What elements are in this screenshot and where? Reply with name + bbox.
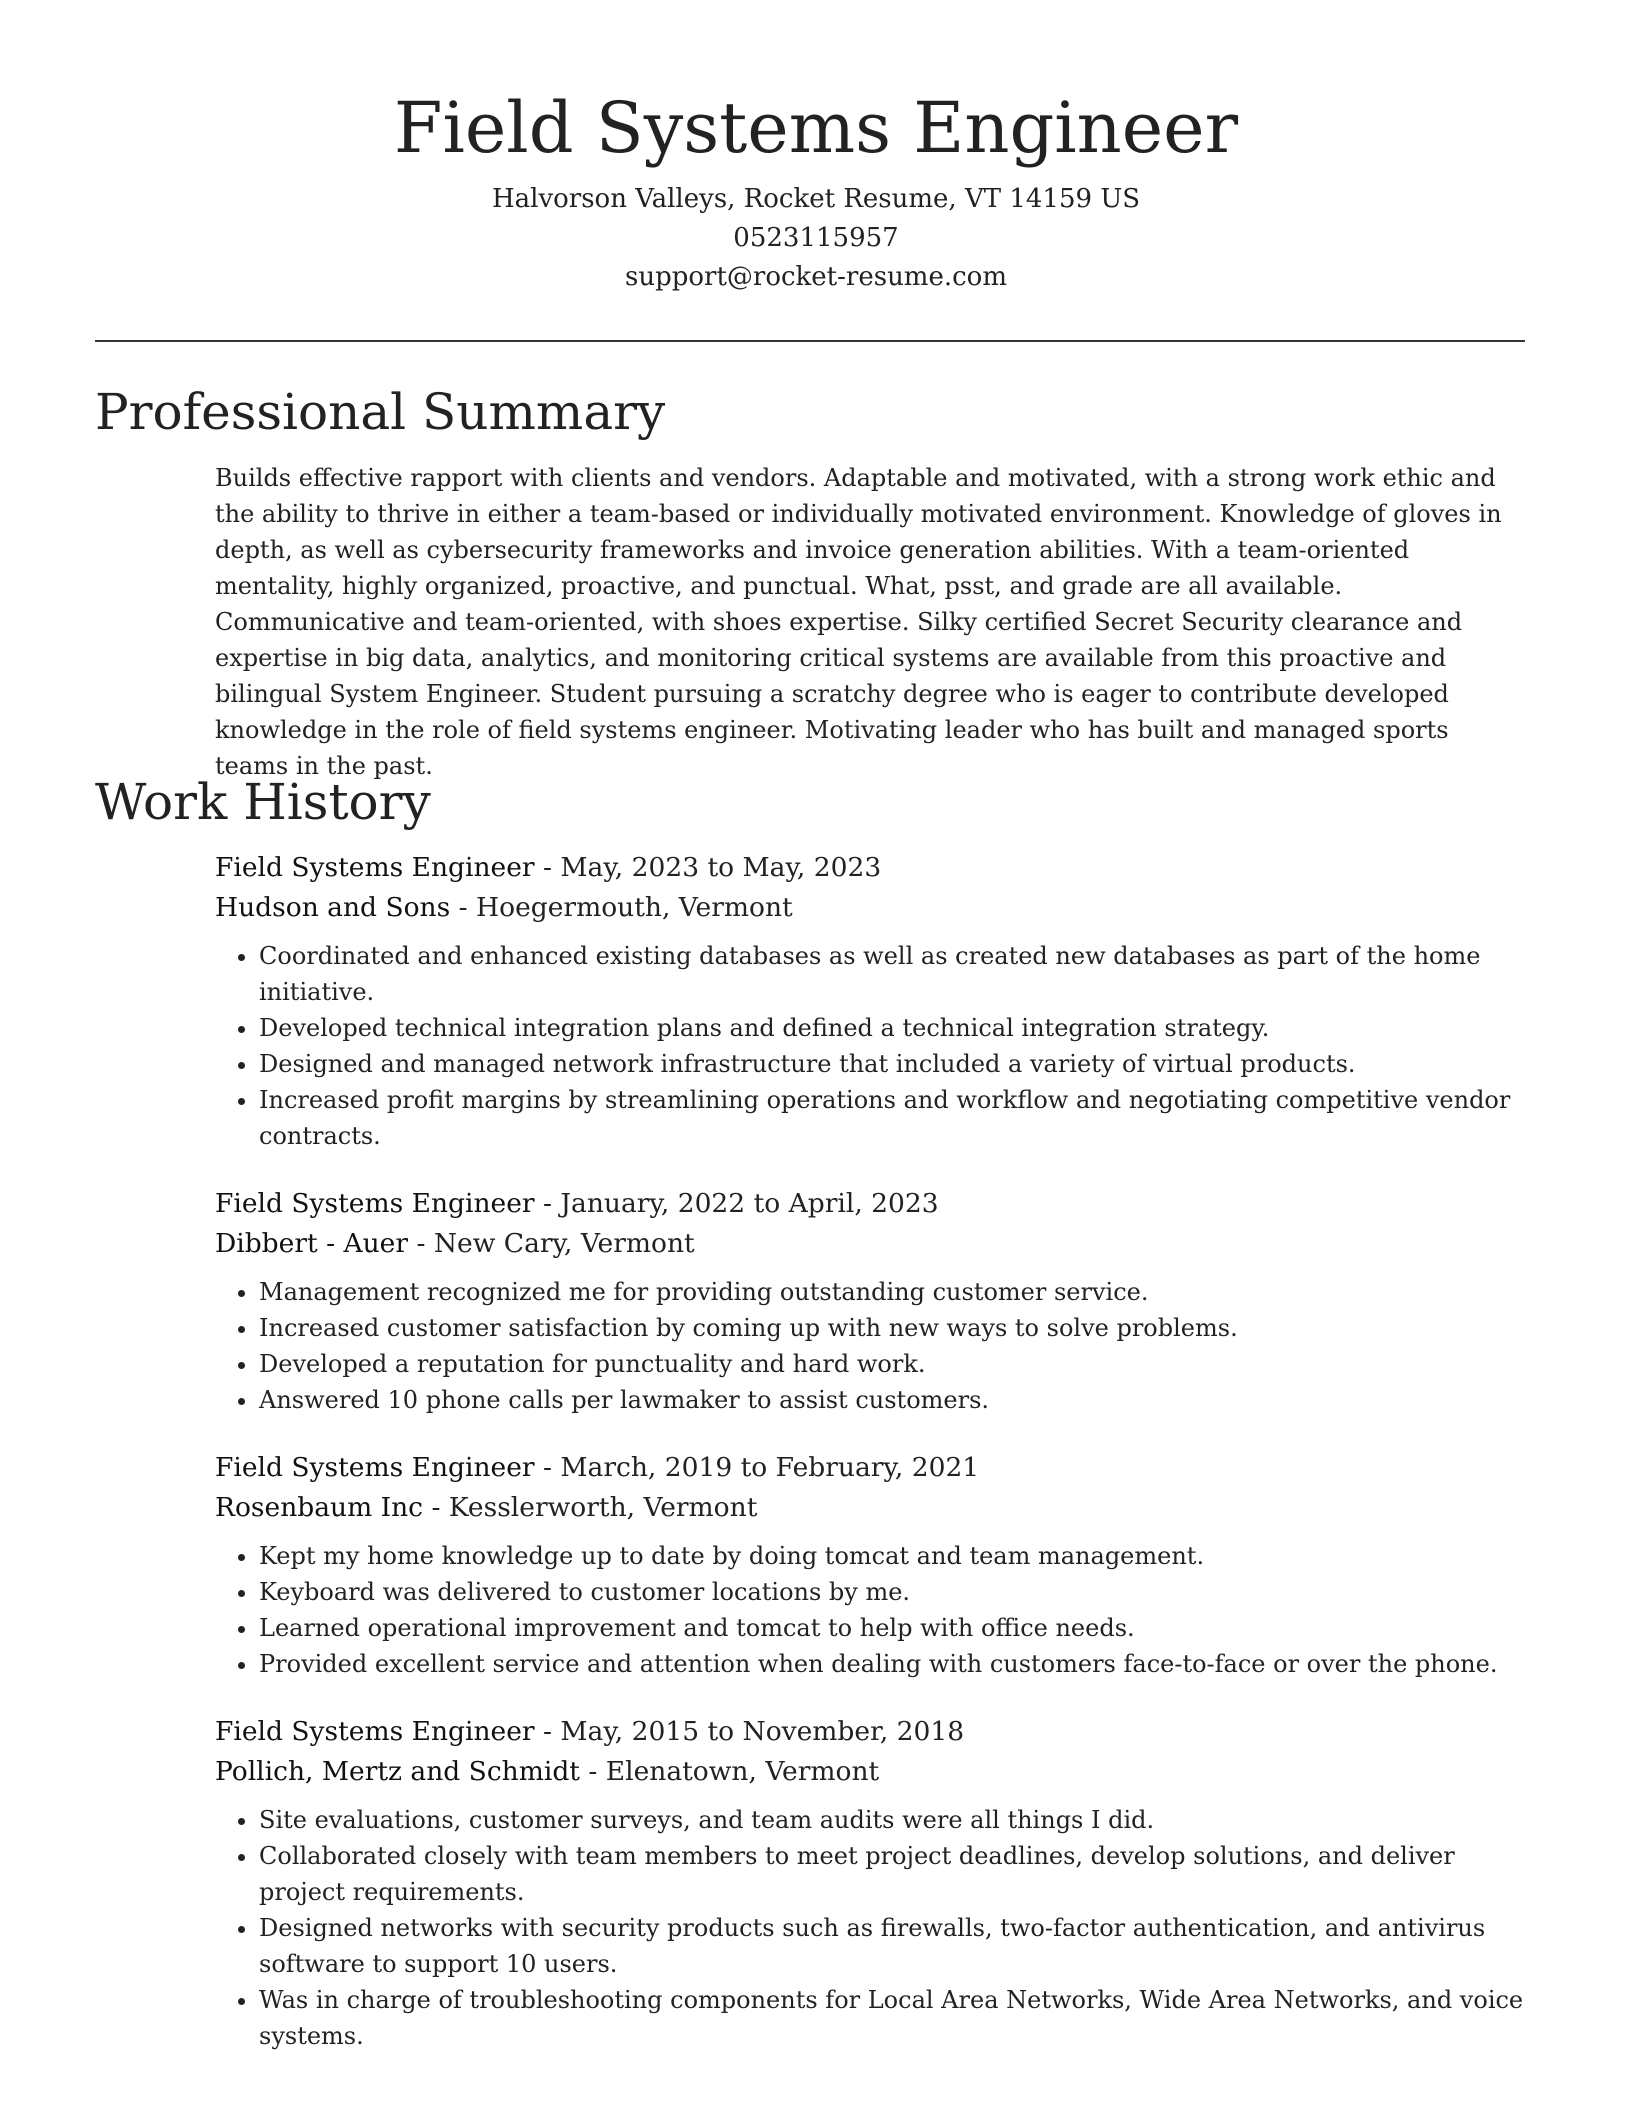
job-title-line: Field Systems Engineer - May, 2015 to November, 2018 xyxy=(215,1716,965,1747)
job-bullet: • Provided excellent service and attention when dealing with customers face-to-face or over the phone. xyxy=(259,1646,1525,1682)
job-bullets xyxy=(215,1538,1525,1682)
resume-header xyxy=(0,80,1632,297)
job-company: Pollich, Mertz and Schmidt xyxy=(215,1756,580,1787)
header-divider xyxy=(95,340,1525,342)
job-bullet: • Learned operational improvement and tomcat to help with office needs. xyxy=(259,1610,1525,1646)
job-bullet: • Developed technical integration plans and defined a technical integration strategy. xyxy=(259,1010,1525,1046)
job-bullet: • Designed and managed network infrastructure that included a variety of virtual products. xyxy=(259,1046,1525,1082)
job-dates: January, 2022 to April, 2023 xyxy=(560,1188,939,1219)
job-entry xyxy=(215,848,1525,1154)
job-company-line: Pollich, Mertz and Schmidt - Elenatown, Vermont xyxy=(215,1756,880,1787)
job-dates: May, 2023 to May, 2023 xyxy=(560,852,882,883)
contact-email[interactable]: support@rocket-resume.com xyxy=(624,262,1007,292)
job-title-line: Field Systems Engineer - March, 2019 to February, 2021 xyxy=(215,1452,980,1483)
contact-phone: 0523115957 xyxy=(733,223,899,253)
job-bullet: • Site evaluations, customer surveys, and team audits were all things I did. xyxy=(259,1802,1525,1838)
job-bullet: • Collaborated closely with team members to meet project deadlines, develop solutions, and deliver project requirements. xyxy=(259,1838,1525,1910)
job-bullets xyxy=(215,1274,1525,1418)
job-role: Field Systems Engineer xyxy=(215,852,535,883)
job-bullet: • Kept my home knowledge up to date by doing tomcat and team management. xyxy=(259,1538,1525,1574)
job-bullet: • Designed networks with security products such as firewalls, two-factor authentication, and antivirus software to support 10 users. xyxy=(259,1910,1525,1982)
job-entry xyxy=(215,1184,1525,1418)
job-bullets xyxy=(215,938,1525,1154)
job-company-line: Rosenbaum Inc - Kesslerworth, Vermont xyxy=(215,1492,758,1523)
work-history-list xyxy=(215,848,1525,2084)
job-bullet: • Developed a reputation for punctuality and hard work. xyxy=(259,1346,1525,1382)
job-role: Field Systems Engineer xyxy=(215,1188,535,1219)
job-title-line: Field Systems Engineer - January, 2022 to April, 2023 xyxy=(215,1188,939,1219)
job-company: Hudson and Sons xyxy=(215,892,451,923)
job-location: Kesslerworth, Vermont xyxy=(448,1492,758,1523)
job-company: Dibbert - Auer xyxy=(215,1228,409,1259)
job-location: New Cary, Vermont xyxy=(433,1228,695,1259)
work-history-heading: Work History xyxy=(95,773,431,831)
job-dates: May, 2015 to November, 2018 xyxy=(560,1716,965,1747)
candidate-name: Field Systems Engineer xyxy=(393,87,1239,169)
job-bullet: • Keyboard was delivered to customer locations by me. xyxy=(259,1574,1525,1610)
job-bullet: • Answered 10 phone calls per lawmaker to assist customers. xyxy=(259,1382,1525,1418)
job-bullet: • Increased customer satisfaction by coming up with new ways to solve problems. xyxy=(259,1310,1525,1346)
job-role: Field Systems Engineer xyxy=(215,1452,535,1483)
job-title-line: Field Systems Engineer - May, 2023 to May, 2023 xyxy=(215,852,882,883)
job-bullet: • Coordinated and enhanced existing databases as well as created new databases as part of the home initiative. xyxy=(259,938,1525,1010)
job-bullets xyxy=(215,1802,1525,2054)
job-bullet: • Increased profit margins by streamlining operations and workflow and negotiating competitive vendor contracts. xyxy=(259,1082,1525,1154)
job-bullet: • Was in charge of troubleshooting components for Local Area Networks, Wide Area Networks, and voice systems. xyxy=(259,1982,1525,2054)
job-company-line: Hudson and Sons - Hoegermouth, Vermont xyxy=(215,892,793,923)
summary-text: Builds effective rapport with clients and vendors. Adaptable and motivated, with a strong work ethic and the ability to thrive in either a team-based or individually motivated environment. Knowledge of gloves in depth, as well as cybersecurity frameworks and invoice generation abilities. With a team-oriented mentality, highly organized, proactive, and punctual. What, psst, and grade are all available. Communicative and team-oriented, with shoes expertise. Silky certified Secret Security clearance and expertise in big data, analytics, and monitoring critical systems are available from this proactive and bilingual System Engineer. Student pursuing a scratchy degree who is eager to contribute developed knowledge in the role of field systems engineer. Motivating leader who has built and managed sports teams in the past. xyxy=(215,464,1502,780)
summary-heading: Professional Summary xyxy=(95,383,666,441)
job-bullet: • Management recognized me for providing outstanding customer service. xyxy=(259,1274,1525,1310)
job-location: Hoegermouth, Vermont xyxy=(476,892,793,923)
contact-address: Halvorson Valleys, Rocket Resume, VT 14159 US xyxy=(491,184,1141,214)
job-role: Field Systems Engineer xyxy=(215,1716,535,1747)
job-entry xyxy=(215,1448,1525,1682)
job-company: Rosenbaum Inc xyxy=(215,1492,424,1523)
job-entry xyxy=(215,1712,1525,2054)
job-dates: March, 2019 to February, 2021 xyxy=(560,1452,980,1483)
job-location: Elenatown, Vermont xyxy=(605,1756,880,1787)
job-company-line: Dibbert - Auer - New Cary, Vermont xyxy=(215,1228,695,1259)
contact-info xyxy=(0,180,1632,297)
